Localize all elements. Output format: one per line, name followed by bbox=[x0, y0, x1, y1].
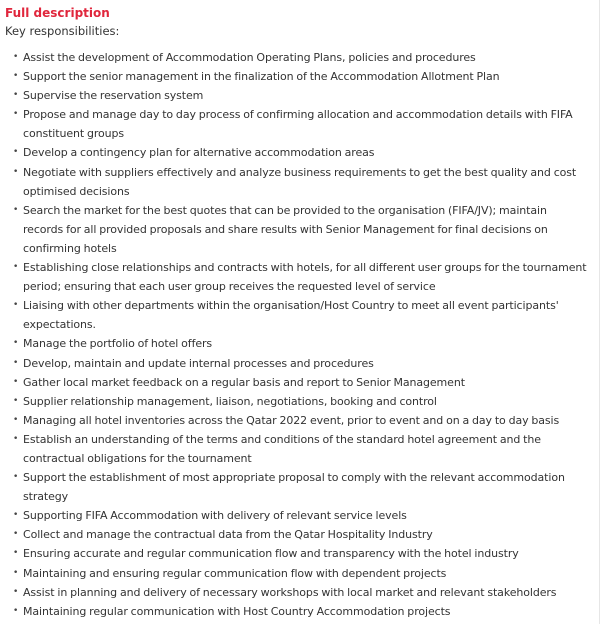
list-item bbox=[5, 564, 589, 583]
bullet-icon: • bbox=[13, 52, 19, 62]
list-item bbox=[5, 430, 589, 468]
list-item-text: Manage the portfolio of hotel offers bbox=[23, 337, 213, 351]
list-item bbox=[5, 143, 589, 162]
list-item bbox=[5, 392, 589, 411]
list-item bbox=[5, 525, 589, 544]
list-item-text: Search the market for the best quotes that can be provided to the organisation (FIFA/JV); maintain records for all provided proposals and share results with Senior Management for final decisions on confirming hotels bbox=[23, 203, 548, 255]
list-item-text: Supervise the reservation system bbox=[23, 89, 204, 103]
list-item bbox=[5, 86, 589, 105]
list-item-text: Liaising with other departments within the organisation/Host Country to meet all event participants' expectations. bbox=[23, 299, 559, 332]
section-title: Full description bbox=[5, 6, 110, 20]
bullet-icon: • bbox=[13, 472, 19, 483]
list-item bbox=[5, 373, 589, 392]
bullet-icon: • bbox=[13, 605, 19, 616]
bullet-icon: • bbox=[13, 548, 19, 559]
bullet-icon: • bbox=[13, 90, 19, 101]
list-item-text: Collect and manage the contractual data from the Qatar Hospitality Industry bbox=[23, 528, 433, 542]
bullet-icon: • bbox=[13, 433, 19, 444]
list-item-text: Support the establishment of most appropriate proposal to comply with the relevant accommodation strategy bbox=[23, 471, 565, 504]
responsibilities-list bbox=[5, 48, 589, 621]
list-item bbox=[5, 506, 589, 525]
list-item bbox=[5, 354, 589, 373]
bullet-icon: • bbox=[13, 204, 19, 215]
list-item-text: Supporting FIFA Accommodation with delivery of relevant service levels bbox=[23, 509, 407, 523]
list-item-text: Assist the development of Accommodation Operating Plans, policies and procedures bbox=[23, 51, 476, 64]
bullet-icon: • bbox=[13, 71, 19, 82]
key-responsibilities-heading: Key responsibilities: bbox=[5, 24, 120, 38]
list-item-text: Managing all hotel inventories across the Qatar 2022 event, prior to event and on a day to day basis bbox=[23, 413, 560, 427]
bullet-icon: • bbox=[13, 357, 19, 368]
list-item bbox=[5, 411, 589, 430]
bullet-icon: • bbox=[13, 529, 19, 540]
bullet-icon: • bbox=[13, 262, 19, 273]
list-item bbox=[5, 468, 589, 506]
bullet-icon: • bbox=[13, 395, 19, 406]
bullet-icon: • bbox=[13, 567, 19, 578]
list-item bbox=[5, 296, 589, 334]
list-item bbox=[5, 583, 589, 602]
bullet-icon: • bbox=[13, 338, 19, 349]
bullet-icon: • bbox=[13, 376, 19, 387]
list-item-text: Establishing close relationships and contracts with hotels, for all different user groups for the tournament period; ensuring that each user group receives the requested level of service bbox=[23, 261, 587, 294]
list-item-text: Maintaining regular communication with Host Country Accommodation projects bbox=[23, 604, 451, 618]
bullet-icon: • bbox=[13, 300, 19, 311]
list-item bbox=[5, 544, 589, 563]
list-item-text: Assist in planning and delivery of necessary workshops with local market and relevant stakeholders bbox=[23, 585, 557, 599]
list-item-text: Maintaining and ensuring regular communication flow with dependent projects bbox=[23, 566, 447, 580]
bullet-icon: • bbox=[13, 147, 19, 158]
list-item bbox=[5, 48, 589, 67]
list-item bbox=[5, 67, 589, 86]
list-item-text: Propose and manage day to day process of confirming allocation and accommodation details with FIFA constituent groups bbox=[23, 108, 573, 141]
list-item bbox=[5, 201, 589, 258]
bullet-icon: • bbox=[13, 414, 19, 425]
list-item bbox=[5, 258, 589, 296]
list-item-text: Ensuring accurate and regular communication flow and transparency with the hotel industry bbox=[23, 547, 519, 561]
list-item bbox=[5, 602, 589, 621]
list-item-text: Develop, maintain and update internal processes and procedures bbox=[23, 356, 374, 370]
bullet-icon: • bbox=[13, 166, 19, 177]
bullet-icon: • bbox=[13, 510, 19, 521]
list-item-text: Establish an understanding of the terms and conditions of the standard hotel agreement and the contractual obligations for the tournament bbox=[23, 432, 541, 465]
list-item bbox=[5, 163, 589, 201]
list-item bbox=[5, 334, 589, 353]
bullet-icon: • bbox=[13, 586, 19, 597]
list-item-text: Supplier relationship management, liaison, negotiations, booking and control bbox=[23, 394, 437, 408]
list-item-text: Gather local market feedback on a regular basis and report to Senior Management bbox=[23, 375, 465, 389]
list-item-text: Negotiate with suppliers effectively and analyze business requirements to get the best quality and cost optimised decisions bbox=[23, 165, 577, 198]
list-item-text: Support the senior management in the finalization of the Accommodation Allotment Plan bbox=[23, 70, 500, 84]
bullet-icon: • bbox=[13, 109, 19, 120]
list-item-text: Develop a contingency plan for alternative accommodation areas bbox=[23, 146, 375, 160]
list-item bbox=[5, 105, 589, 143]
